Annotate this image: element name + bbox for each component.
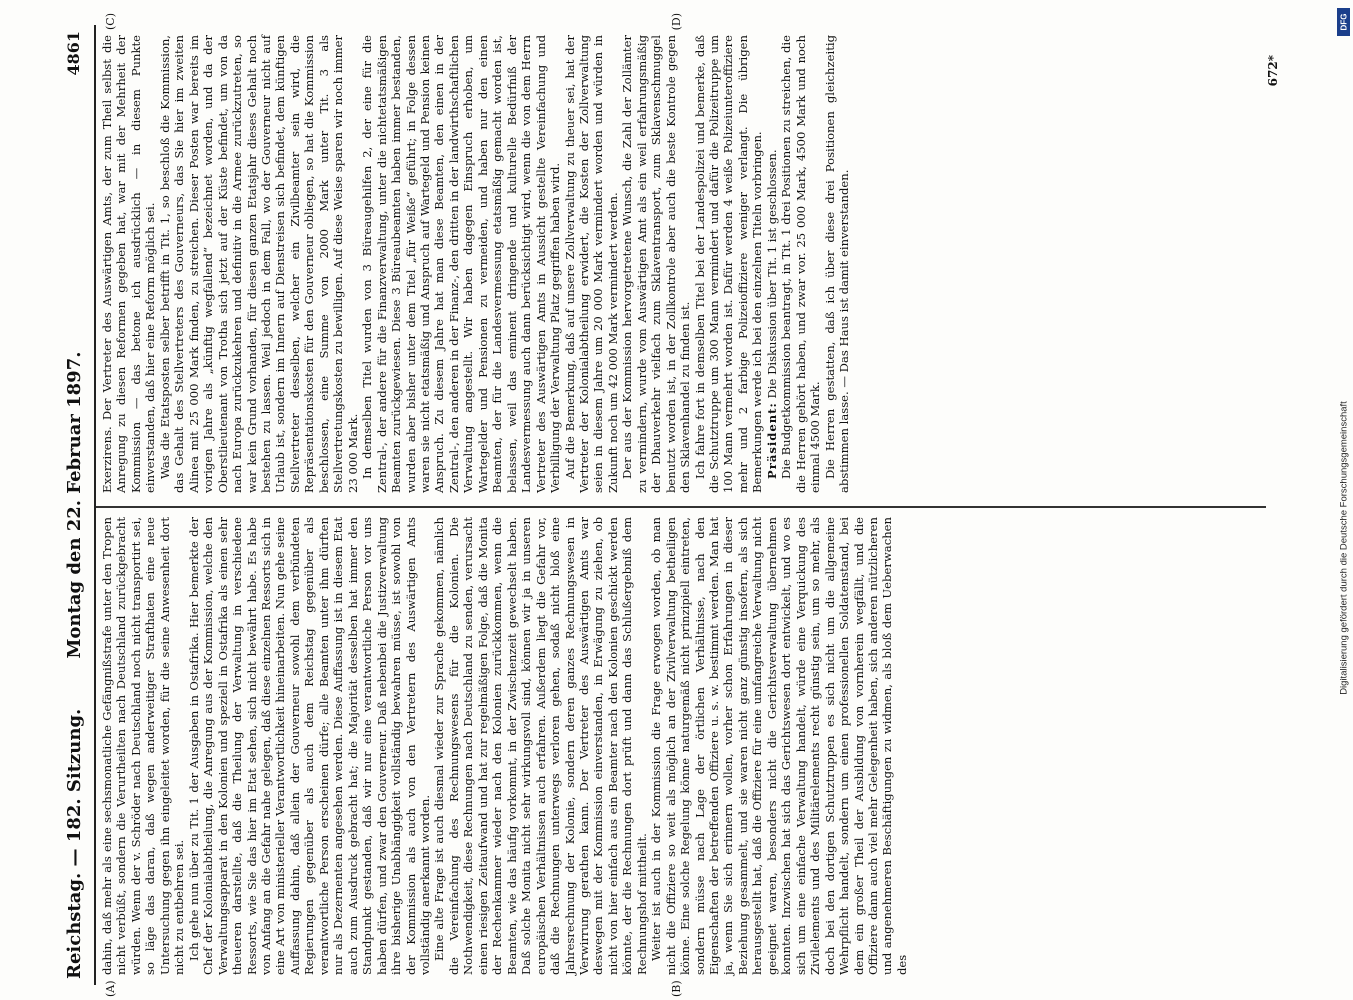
paragraph: Exerzirens. Der Vertreter des Auswärtigen Amts, der zum Theil selbst die Anregung zu diesen Reformen gegeben hat, war mit der Mehrheit der Kommission — das betone ich ausdrücklich — in diesem Punkte einverstanden, daß hier eine Reform möglich sei.	[100, 35, 158, 493]
president-statement	[765, 35, 779, 493]
paragraph: In demselben Titel wurden von 3 Büreaugehilfen 2, der eine für die Zentral-, der andere für die Finanzverwaltung, unter die nichtetatsmäßigen Beamten zurückgewiesen. Diese 3 Büreaubeamten haben immer bestanden, wurden aber bisher unter dem Titel „für Weiße“ geführt; in Folge dessen waren sie nicht etatsmäßig und Anspruch auf Wartegeld und Pension keinen Anspruch. Zu diesem Jahre hat man diese Beamten, den einen in der Zentral-, den anderen in der Finanz-, den dritten in der landwirthschaftlichen Verwaltung angestellt. Wir haben dagegen Einspruch erhoben, um Wartegelder und Pensionen zu vermeiden, und haben nur den einen Beamten, der für die Landesvermessung etatsmäßig gemacht worden ist, belassen, weil das eminent dringende und kulturelle Bedürfniß der Landesvermessung auch dann berücksichtigt wird, wenn die von dem Herrn Vertreter des Auswärtigen Amts in Aussicht gestellte Vereinfachung und Verbilligung der Verwaltung Platz gegriffen haben wird.	[360, 35, 563, 493]
right-column	[100, 13, 852, 493]
paragraph: Der aus der Kommission hervorgetretene Wunsch, die Zahl der Zollämter zu vermindern, wurde vom Auswärtigen Amt als ein weil erfahrungsmäßig der Dhauverkehr vielfach zum Sklaventransport, zum Sklavenschmuggel benutzt worden ist, in der Zollkontrole aber auch die beste Kontrole gegen den Sklavenhandel zu finden ist.	[620, 35, 693, 493]
dfg-logo: DFG	[1337, 8, 1350, 36]
header-date: Montag den 22. Februar 1897.	[64, 351, 85, 659]
president-text: Die Diskussion über Tit. 1 ist geschlossen.	[764, 149, 779, 399]
margin-mark-b: (B)	[670, 980, 683, 997]
president-label: Präsident:	[764, 402, 779, 479]
paragraph: Die Herren gestatten, daß ich über diese drei Positionen gleichzeitig abstimmen lasse. — Das Haus ist damit einverstanden.	[822, 35, 852, 493]
paragraph: Ich fahre fort in demselben Titel bei der Landespolizei und bemerke, daß die Schutztruppe um 300 Mann vermindert und dafür die Polizeitruppe um 100 Mann vermehrt worden ist. Dafür werden 4 weiße Polizeiunteroffiziere mehr und 2 farbige Polizeioffiziere weniger verlangt. Die übrigen Bemerkungen werde ich bei den einzelnen Titeln vorbringen.	[692, 35, 765, 493]
left-column	[100, 517, 909, 997]
header-left: Reichstag. — 182. Sitzung.	[64, 708, 85, 979]
page-number: 4861	[64, 31, 83, 76]
paragraph: dahin, daß mehr als eine sechsmonatliche Gefängnißstrafe unter den Tropen nicht verbüßt, sondern die Verurtheilten nach Deutschland zurückgebracht würden. Wenn der v. Schröder nach Deutschland noch nicht transportirt sei, so läge das daran, daß wegen anderweitiger Strafthaten eine neue Untersuchung gegen ihn eingeleitet worden, für die seine Anwesenheit dort nicht zu entbehren sei.	[100, 517, 187, 975]
rotated-page	[56, 13, 1296, 997]
paragraph: Was die Etatsposten selber betrifft in Tit. 1, so beschloß die Kommission, das Gehalt des Stellvertreters des Gouverneurs, das Sie hier im zweiten Alinea mit 25 000 Mark finden, zu streichen. Dieser Posten war bereits im vorigen Jahre als „künftig wegfallend“ bezeichnet worden, und da der Oberstlieutenant von Trotha sich jetzt auf der Küste befindet, um von da nach Europa zurückzukehren und definitiv in die Armee zurückzutreten, so war kein Grund vorhanden, für diesen ganzen Etatsjahr dieses Gehalt noch bestehen zu lassen. Weil jedoch in dem Fall, wo der Gouverneur nicht auf Urlaub ist, sondern im Innern auf Dienstreisen sich befindet, dem künftigen Stellvertreter desselben, welcher ein Zivilbeamter sein wird, die Repräsentationskosten für den Gouverneur obliegen, so hat die Kommission beschlossen, eine Summe von 2000 Mark unter Tit. 3 als Stellvertretungskosten zu bewilligen. Auf diese Weise sparen wir noch immer 23 000 Mark.	[157, 35, 360, 493]
margin-mark-a: (A)	[104, 980, 117, 997]
paragraph: Die Budgetkommission beantragt, in Tit. 1 drei Positionen zu streichen, die die Herren gehört haben, und zwar vor. 25 000 Mark, 4500 Mark und noch einmal 4500 Mark.	[779, 35, 823, 493]
header-rule	[94, 25, 96, 985]
paragraph: Weiter ist auch in der Kommission die Frage erwogen worden, ob man nicht die Offiziere so weit als möglich an der Zivilverwaltung betheiligen könne. Eine solche Regelung könne naturgemäß nicht prinzipiell eintreten, sondern müsse nach Lage der örtlichen Verhältnisse, nach den Eigenschaften der betreffenden Offiziere u. s. w. bestimmt werden. Man hat ja, wenn Sie sich erinnern wollen, vorher schon Erfahrungen in dieser Beziehung gesammelt, und sie waren nicht ganz günstig insofern, als sich herausgestellt hat, daß die Offiziere für eine umfangreiche Verwaltung nicht geeignet waren, besonders nicht die Gerichtsverwaltung übernehmen konnten. Inzwischen hat sich das Gerichtswesen dort entwickelt, und wo es sich um eine einfache Verwaltung handelt, würde eine Verquickung des Zivilelements und des Militärelements recht günstig sein, um so mehr, als doch bei den dortigen Schutztruppen es sich nicht um die allgemeine Wehrpflicht handelt, sondern um einen professionellen Soldatenstand, bei dem ein großer Theil der Ausbildung von vornherein wegfällt, und die Offiziere dann auch viel mehr Gelegenheit haben, sich anderen nützlicheren und angenehmeren Beschäftigungen zu widmen, als bloß dem Ueberwachen des	[649, 517, 909, 975]
digitization-text: Digitalisierung gefördert durch die Deutsche Forschungsgemeinschaft	[1338, 401, 1350, 695]
paragraph: Ich gehe nun über zu Tit. 1 der Ausgaben in Ostafrika. Hier bemerkte der Chef der Kolonialabtheilung, die Anregung aus der Kommission, welche den Verwaltungsapparat in den Kolonien und speziell in Ostafrika als einen sehr theueren darstellte, daß die Theilung der Verwaltung in verschiedene Ressorts, wie Sie das hier im Etat sehen, sich nicht bewährt habe. Es habe von Anfang an die Gefahr nahe gelegen, daß diese einzelnen Ressorts sich in eine Art von ministerieller Verantwortlichkeit hineinarbeiten. Nun gehe seine Auffassung dahin, daß allein der Gouverneur sowohl dem verbündeten Regierungen gegenüber als auch dem Reichstag gegenüber als verantwortliche Person erscheinen dürfe; alle Beamten unter ihm dürften nur als Dezernenten angesehen werden. Diese Auffassung ist in diesem Etat auch zum Ausdruck gebracht hat; die Majorität desselben hat immer den Standpunkt gestanden, daß wir nur eine verantwortliche Person vor uns haben dürfen, und zwar den Gouverneur. Daß nebenbei die Justizverwaltung ihre bisherige Unabhängigkeit vollständig bewahren müsse, ist sowohl von der Kommission als auch von den Vertretern des Auswärtigen Amts vollständig anerkannt worden.	[186, 517, 432, 975]
page-header	[56, 25, 94, 985]
footer-mark: 672*	[1266, 55, 1280, 87]
paragraph: Eine alte Frage ist auch diesmal wieder zur Sprache gekommen, nämlich die Vereinfachung des Rechnungswesens für die Kolonien. Die Nothwendigkeit, diese Rechnungen nach Deutschland zu senden, verursacht einen riesigen Zeitaufwand und hat zur regelmäßigen Folge, daß die Monita der Rechenkammer wieder nach den Kolonien zurückkommen, wenn die Beamten, wie das häufig vorkommt, in der Zwischenzeit gewechselt haben. Daß solche Monita nicht sehr wirkungsvoll sind, können wir ja in unseren europäischen Verhältnissen auch erfahren. Außerdem liegt die Gefahr vor, daß die Rechnungen unterwegs verloren gehen, sodaß nicht bloß eine Jahresrechnung der Kolonie, sondern deren ganzes Rechnungswesen in Verwirrung gerathen kann. Der Vertreter des Auswärtigen Amts war deswegen mit der Kommission einverstanden, in Erwägung zu ziehen, ob nicht von hier einfach aus ein Beamter nach den Kolonien geschickt werden könnte, der die Rechnungen dort prüft und dann das Schlußergebniß dem Rechnungshof mittheilt.	[432, 517, 649, 975]
digitization-notice	[1336, 8, 1352, 998]
column-divider	[96, 506, 1266, 508]
margin-mark-d: (D)	[670, 13, 683, 31]
paragraph: Auf die Bemerkung, daß auf unsere Zollverwaltung zu theuer sei, hat der Vertreter der Kolonialabtheilung erwidert, die Kosten der Zollverwaltung seien in diesem Jahre um 20 000 Mark vermindert worden und würden in Zukunft noch um 42 000 Mark vermindert werden.	[562, 35, 620, 493]
margin-mark-c: (C)	[104, 13, 117, 30]
